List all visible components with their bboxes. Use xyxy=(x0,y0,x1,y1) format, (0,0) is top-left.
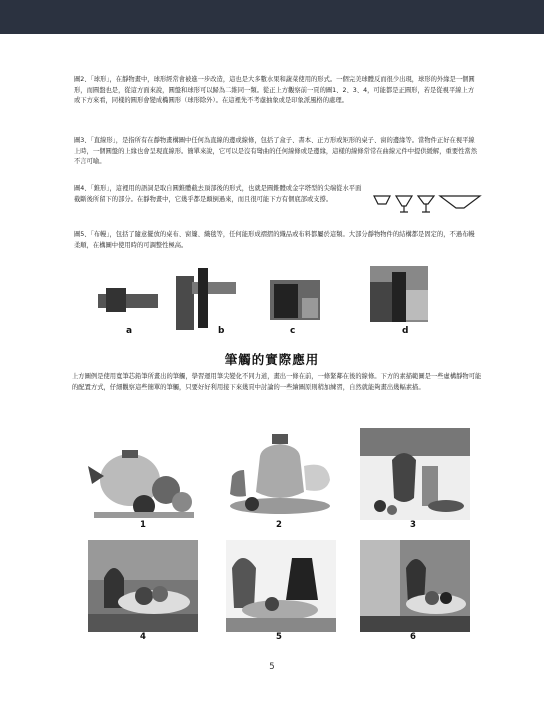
paragraph-cone: 圖4、「錐形」，這裡用的語詞是取自圓錐體截去頂部後的形式，也就是圓錐體或金字塔型的尖端從水平面截斷後所留下的部分。在靜物畫中，它幾乎都是顛倒過來，而且很可能下方有個底部或支撐。 xyxy=(74,185,362,203)
paragraph-practice: 上方圖例是使用寬筆芯鉛筆所畫出的筆觸，學習運用筆尖變化不同力道，畫出一條在前，一條緊鄰在後的線條。下方的素描範圖是一些虛構靜物可能的配置方式，仔細觀察這些簡單的筆觸，只要好好利用接下來幾頁中討論的一些繪圖原則稍加練習，自然就能夠畫出幾幅素描。 xyxy=(72,373,482,391)
sketch-5-image xyxy=(222,538,340,636)
pencil-stroke-examples xyxy=(92,258,432,336)
stroke-label-b: b xyxy=(218,326,225,336)
stroke-example-d xyxy=(370,266,428,322)
stroke-example-c xyxy=(270,280,320,320)
book-page xyxy=(0,34,544,726)
sketch-4-image xyxy=(84,538,202,636)
sketch-number-3: 3 xyxy=(410,520,416,530)
paragraph-sphere: 圖2、「球形」，在靜物畫中，球形經常會被進一步改造，這也是大多數水果和蔬菜使用的形式。一個完美球體反而很少出現，球形的外緣是一個圓形，而圓盤也是，從這方面來說，圓盤和球形可以歸為二維同一類。從正上方觀察前一頁的圖1、2、3、4，可能都是正圓形，若是從視平線上方或下方來看，同樣的圓形會變成橢圓形（球形除外）。在這裡先不考慮抽象或是印象派風格的處理。 xyxy=(74,76,475,104)
stroke-example-b xyxy=(176,268,236,330)
sketch-2-image xyxy=(222,426,340,524)
sketch-number-6: 6 xyxy=(410,632,416,642)
section-heading: 筆觸的實際應用 xyxy=(224,352,320,367)
sketch-number-5: 5 xyxy=(276,632,282,642)
stroke-label-c: c xyxy=(290,326,296,336)
sketch-3-image xyxy=(356,426,474,524)
stroke-label-a: a xyxy=(126,326,133,336)
sketch-number-1: 1 xyxy=(140,520,146,530)
sketch-number-4: 4 xyxy=(140,632,146,642)
sketch-6-image xyxy=(356,538,474,636)
paragraph-straight-line: 圖3、「直線形」，是指所有在靜物畫構圖中任何為直線的邊或線條，包括了盒子、書本、正方形或矩形的桌子、窗的邊緣等。當物件正好在視平線上時，一個圓盤的上緣也會呈現直線形。簡單來說，它可以是沒有彎曲的任何線條或是邊緣，這樣的線條常常在曲線元件中提供緩解，重要性當然不言可喻。 xyxy=(74,137,477,165)
cone-shapes-illustration xyxy=(372,192,482,216)
stroke-label-d: d xyxy=(402,326,409,336)
sketch-1-image xyxy=(84,426,202,524)
page-number: 5 xyxy=(269,662,275,672)
sketch-number-2: 2 xyxy=(276,520,282,530)
stroke-example-a xyxy=(98,288,158,312)
paragraph-drapery: 圖5、「布幔」，包括了隨意擺放的桌布、窗簾、織毯等，任何能形成褶摺的織品或布料都屬於這類。大部分靜物物件的結構都是固定的，不過布幔柔順，在構圖中使用時的可調整性極高。 xyxy=(74,231,475,249)
